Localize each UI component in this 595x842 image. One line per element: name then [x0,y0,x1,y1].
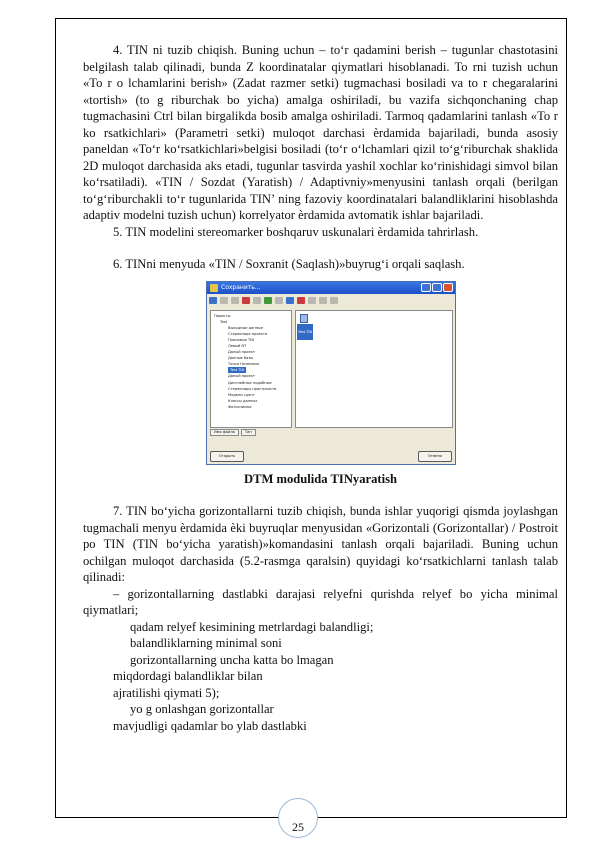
delete-icon[interactable] [242,297,250,304]
folder-tree[interactable] [210,310,292,428]
tree-item[interactable]: Даный проект [228,350,255,355]
list-line: miqdordagi balandliklar bilan [113,669,263,683]
new-folder-icon[interactable] [253,297,261,304]
page-number-circle [278,798,318,838]
tree-item[interactable]: Стереопара проекта [228,331,268,336]
page-number: 25 [292,820,304,834]
file-icon[interactable] [300,314,308,323]
list-line: qadam relyef kesimining metrlardagi balandligi; [130,619,374,634]
dialog-toolbar [209,296,453,306]
dialog-titlebar [207,282,455,294]
tree-item[interactable]: Классы данных [228,398,258,403]
minimize-icon[interactable] [421,283,431,292]
paragraph-7: 7. TIN bo‘yicha gorizontallarni tuzib chiqish, bunda ishlar yuqorigi qismda joylashgan tugmachali menyu ѐrdamida ѐki buyruqlar menyusidan «Gorizontali (Gorizontallar) / Postroit po TIN (TIN bo‘yicha yaratish)»komandasini tanlash orqali bajariladi. Buning uchun ochilgan muloqot darchasida (5.2-rasmga qaralsin) quyidagi ko‘rsatkichlarni tanlash talab qilinadi: [83,504,558,584]
view-icon[interactable] [275,297,283,304]
tree-item[interactable]: Точки Наземные [228,362,260,367]
tree-item[interactable]: Проекты [214,313,231,318]
cancel-button[interactable]: Отмена [418,451,452,462]
list-icon[interactable] [330,297,338,304]
tree-item[interactable]: Левый NT [228,343,247,348]
file-list[interactable] [295,310,453,428]
copy-icon[interactable] [308,297,316,304]
paragraph-5: 5. TIN modelini stereomarker boshqaruv uskunalari ѐrdamida tahrirlash. [113,224,479,239]
maximize-icon[interactable] [432,283,442,292]
tree-item[interactable]: Стереопары пространств [228,386,277,391]
properties-icon[interactable] [286,297,294,304]
tree-item[interactable]: Даный проект [228,374,255,379]
tree-item[interactable]: Модели сцент [228,392,255,397]
forward-icon[interactable] [220,297,228,304]
tab-type[interactable]: Тип [241,429,256,436]
paragraph-4: 4. TIN ni tuzib chiqish. Buning uchun – to‘r qadamini berish – tugunlar chastotasini belgilash talab qilinadi, bunda Z koordinatalar qiymatlari hisoblanadi. To rni tuzish uchun «To r o lchamlarini berish» (Zadat razmer setki) tugmachasi bosiladi va to r chegaralarini «tortish» (to g riburchak bo yicha) amalga oshiriladi, bu vazifa sichqonchaning chap tugmachasini Ctrl bilan birgalikda bosib amalga oshiriladi. Tarmoq qadamlarini tanlash «To r ko rsatkichlari» (Parametri setki) muloqot darchasi ѐrdamida bajariladi, bunda asosiy paneldan «To‘r ko‘rsatkichlari»belgisi bosiladi (to‘r o‘lchamlari qizil to‘g‘riburchak shaklida 2D muloqot darchasida aks etadi, tugunlar tasvirda yashil xochlar ko‘rinishidagi simvol bilan ko‘rsatiladi). «TIN / Sozdat (Yaratish) / Adaptivniy»menyusini tanlash orqali (berilgan to‘g‘riburchakli to‘r tugunlarida TIN’ ning fazoviy koordinatalari balandliklarini hisoblashda adaptiv modelni tuzish uchun) korrelyator ѐrdamida avtomatik ishlar bajariladi. [83,43,558,222]
open-button[interactable]: Открыть [210,451,244,462]
close-icon[interactable] [443,283,453,292]
dialog-screenshot [206,281,456,465]
tab-filename[interactable]: Имя файла [210,429,239,436]
app-icon [210,284,218,292]
dialog-title: Сохранить... [221,283,261,291]
back-icon[interactable] [209,297,217,304]
tree-item-selected[interactable]: Test.TIN [230,368,245,373]
up-folder-icon[interactable] [231,297,239,304]
refresh-icon[interactable] [264,297,272,304]
list-line: mavjudligi qadamlar bo ylab dastlabki [113,718,307,733]
tree-item[interactable]: Test [220,319,228,324]
tree-item[interactable]: Плановые TIN [228,337,255,342]
page-text [83,42,558,734]
figure-caption: DTM modulida TINyaratish [243,471,398,486]
paragraph-6: 6. TINni menyuda «TIN / Soxranit (Saqlash)»buyrug‘i orqali saqlash. [113,257,465,271]
tree-item[interactable]: Выходные данные [228,325,264,330]
tree-item[interactable]: Фотоснимки [228,404,252,409]
list-line: balandliklarning minimal soni [130,636,282,650]
cut-icon[interactable] [297,297,305,304]
list-intro: – gorizontallarning dastlabki darajasi relyefni qurishda relyef bo yicha minimal qiymatlari; [83,586,558,617]
list-line: yo g onlashgan gorizontallar [130,702,274,716]
tree-item[interactable]: Дисплейные подобные [228,380,272,385]
list-line: ajratilishi qiymati 5); [113,685,220,700]
tree-item[interactable]: Данные базы [228,356,254,361]
list-line: gorizontallarning uncha katta bo lmagan [130,652,334,667]
paste-icon[interactable] [319,297,327,304]
file-label[interactable]: Test.TIN [297,324,313,341]
